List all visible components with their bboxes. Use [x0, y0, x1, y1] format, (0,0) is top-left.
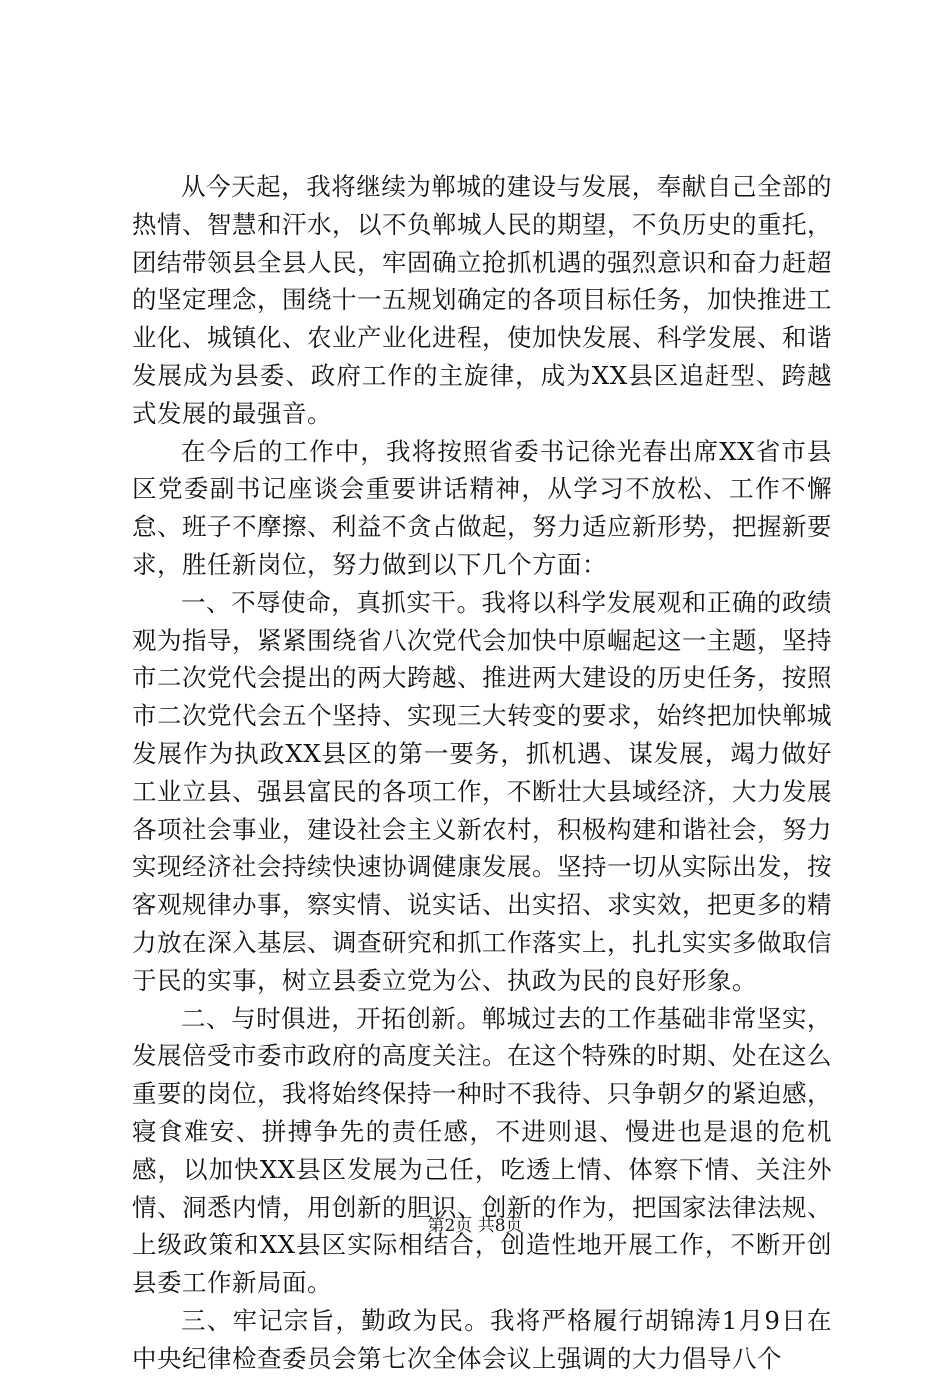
- paragraph-2: 在今后的工作中，我将按照省委书记徐光春出席XX省市县区党委副书记座谈会重要讲话精神，从学习不放松、工作不懈怠、班子不摩擦、利益不贪占做起，努力适应新形势，把握新要求，胜任新岗位，努力做到以下几个方面：: [132, 436, 832, 579]
- paragraph-4: 二、与时俱进，开拓创新。郸城过去的工作基础非常坚实，发展倍受市委市政府的高度关注。在这个特殊的时期、处在这么重要的岗位，我将始终保持一种时不我待、只争朝夕的紧迫感，寝食难安、拼搏争先的责任感，不进则退、慢进也是退的危机感，以加快XX县区发展为己任，吃透上情、体察下情、关注外情、洞悉内情，用创新的胆识、创新的作为，把国家法律法规、上级政策和XX县区实际相结合，创造性地开展工作，不断开创县委工作新局面。: [132, 1003, 832, 1298]
- document-body: [132, 168, 832, 1378]
- paragraph-5: 三、牢记宗旨，勤政为民。我将严格履行胡锦涛1月9日在中央纪律检查委员会第七次全体会议上强调的大力倡导八个: [132, 1305, 832, 1373]
- paragraph-3: 一、不辱使命，真抓实干。我将以科学发展观和正确的政绩观为指导，紧紧围绕省八次党代会加快中原崛起这一主题，坚持市二次党代会提出的两大跨越、推进两大建设的历史任务，按照市二次党代会五个坚持、实现三大转变的要求，始终把加快郸城发展作为执政XX县区的第一要务，抓机遇、谋发展，竭力做好工业立县、强县富民的各项工作，不断壮大县域经济，大力发展各项社会事业，建设社会主义新农村，积极构建和谐社会，努力实现经济社会持续快速协调健康发展。坚持一切从实际出发，按客观规律办事，察实情、说实话、出实招、求实效，把更多的精力放在深入基层、调查研究和抓工作落实上，扎扎实实多做取信于民的实事，树立县委立党为公、执政为民的良好形象。: [132, 587, 832, 995]
- page-number-footer: 第2页 共8页: [427, 1216, 523, 1236]
- paragraph-1: 从今天起，我将继续为郸城的建设与发展，奉献自己全部的热情、智慧和汗水，以不负郸城人民的期望，不负历史的重托，团结带领县全县人民，牢固确立抢抓机遇的强烈意识和奋力赶超的坚定理念，围绕十一五规划确定的各项目标任务，加快推进工业化、城镇化、农业产业化进程，使加快发展、科学发展、和谐发展成为县委、政府工作的主旋律，成为XX县区追赶型、跨越式发展的最强音。: [132, 172, 832, 428]
